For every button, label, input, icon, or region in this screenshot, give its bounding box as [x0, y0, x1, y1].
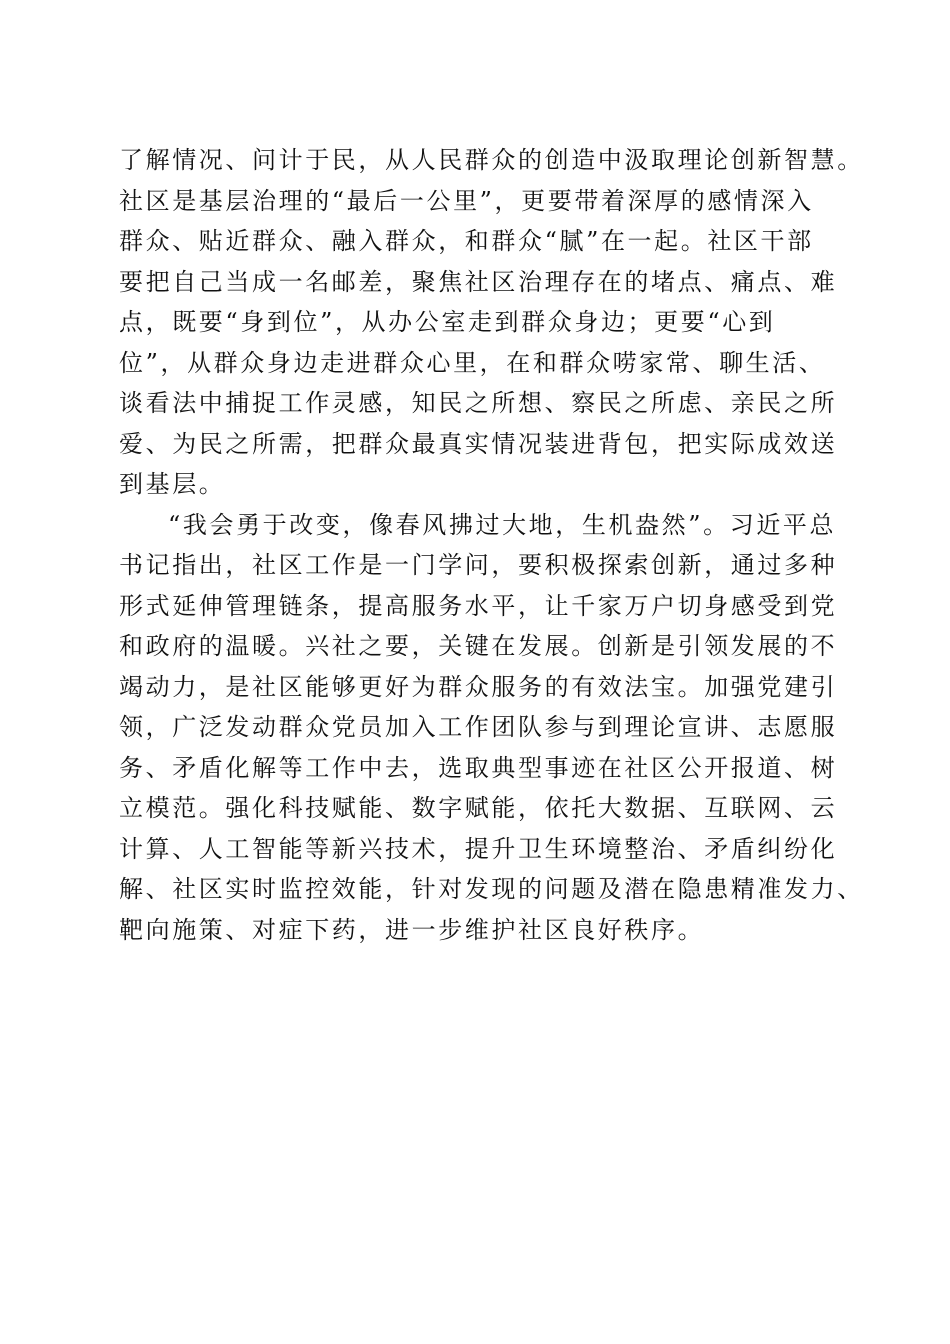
- text-line: 书记指出，社区工作是一门学问，要积极探索创新，通过多种: [119, 551, 838, 579]
- text-line: 社区是基层治理的“最后一公里”，更要带着深厚的感情深入: [119, 186, 814, 215]
- text-line: 解、社区实时监控效能，针对发现的问题及潜在隐患精准发力、: [119, 875, 864, 903]
- text-line: 点，既要“身到位”，从办公室走到群众身边；更要“心到: [119, 308, 776, 336]
- text-line: 立模范。强化科技赋能、数字赋能，依托大数据、互联网、云: [119, 794, 838, 822]
- text-line: 形式延伸管理链条，提高服务水平，让千家万户切身感受到党: [119, 591, 838, 620]
- text-line: 要把自己当成一名邮差，聚焦社区治理存在的堵点、痛点、难: [119, 267, 838, 296]
- text-line: 了解情况、问计于民，从人民群众的创造中汲取理论创新智慧。: [119, 146, 864, 174]
- text-line: 位”，从群众身边走进群众心里，在和群众唠家常、聊生活、: [119, 348, 826, 377]
- text-line: 计算、人工智能等新兴技术，提升卫生环境整治、矛盾纠纷化: [119, 834, 838, 863]
- text-line: 务、矛盾化解等工作中去，选取典型事迹在社区公开报道、树: [119, 753, 838, 782]
- text-line: 谈看法中捕捉工作灵感，知民之所想、察民之所虑、亲民之所: [119, 389, 838, 417]
- text-line: 靶向施策、对症下药，进一步维护社区良好秩序。: [119, 915, 705, 944]
- paragraph-1: [119, 140, 864, 505]
- text-line: 爱、为民之所需，把群众最真实情况装进背包，把实际成效送: [119, 429, 838, 458]
- text-line: 领，广泛发动群众党员加入工作团队参与到理论宣讲、志愿服: [119, 713, 838, 741]
- text-line: 和政府的温暖。兴社之要，关键在发展。创新是引领发展的不: [119, 632, 838, 660]
- text-line: 竭动力，是社区能够更好为群众服务的有效法宝。加强党建引: [119, 672, 838, 701]
- text-line: 到基层。: [119, 470, 226, 498]
- document-body: [119, 140, 864, 950]
- text-line: 群众、贴近群众、融入群众，和群众“腻”在一起。社区干部: [119, 227, 814, 255]
- text-line: “我会勇于改变，像春风拂过大地，生机盎然”。习近平总: [168, 510, 837, 539]
- paragraph-2: [119, 505, 864, 951]
